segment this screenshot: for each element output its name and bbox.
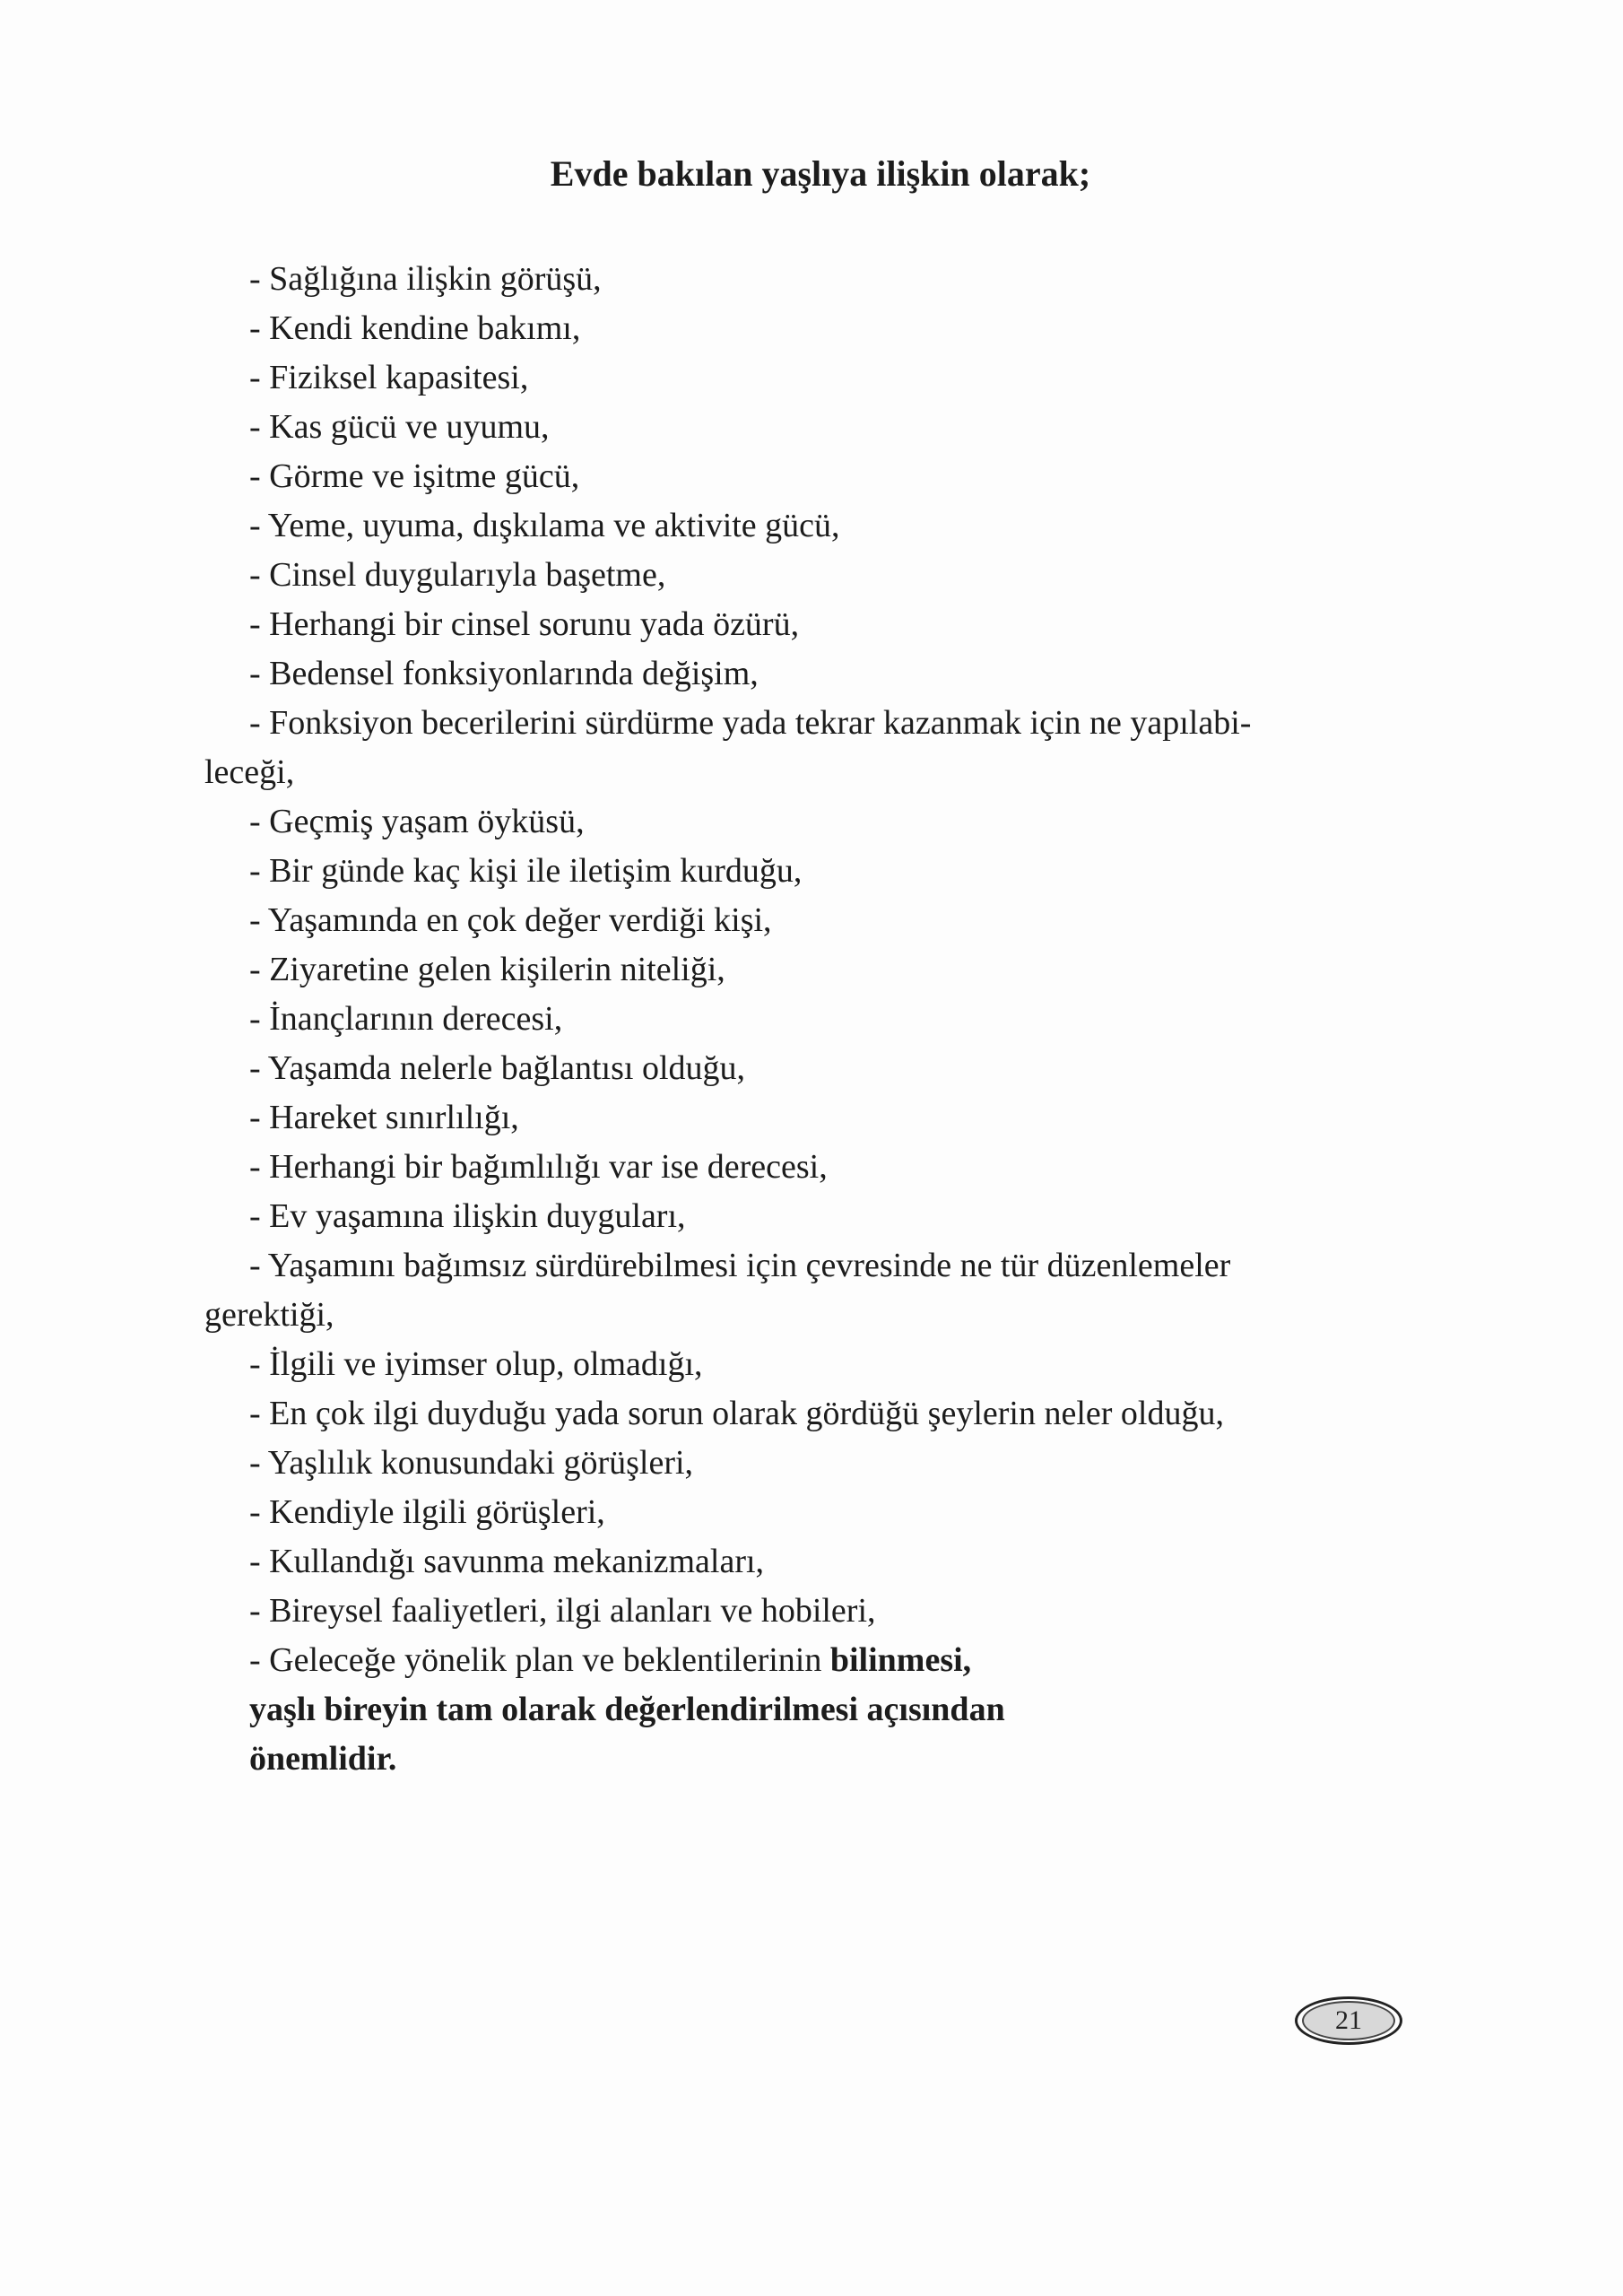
last-item-text: - Geleceğe yönelik plan ve beklentilerinin (249, 1641, 830, 1679)
list-item: - Geçmiş yaşam öyküsü, (249, 803, 585, 840)
list-item: - Yaşlılık konusundaki görüşleri, (249, 1444, 694, 1482)
list-item-continuation: leceği, (204, 753, 295, 791)
list-item-continuation: gerektiği, (204, 1296, 334, 1334)
list-item: - Fonksiyon becerilerini sürdürme yada tekrar kazanmak için ne yapılabi- (249, 704, 1252, 742)
page-number: 21 (1302, 2001, 1395, 2040)
section-heading: Evde bakılan yaşlıya ilişkin olarak; (550, 153, 1091, 194)
list-item: - Bedensel fonksiyonlarında değişim, (249, 655, 759, 692)
list-item: - Bir günde kaç kişi ile iletişim kurduğu, (249, 852, 803, 890)
list-item: - Fiziksel kapasitesi, (249, 359, 529, 396)
list-item: - Kas gücü ve uyumu, (249, 408, 550, 446)
list-item: - Ziyaretine gelen kişilerin niteliği, (249, 951, 725, 988)
last-item-bold: bilinmesi, (829, 1641, 972, 1679)
list-item: - Cinsel duygularıyla başetme, (249, 556, 666, 594)
closing-line: yaşlı bireyin tam olarak değerlendirilmesi açısından (249, 1691, 1005, 1728)
list-item: - Bireysel faaliyetleri, ilgi alanları ve hobileri, (249, 1592, 876, 1630)
list-item: - Kendi kendine bakımı, (249, 309, 581, 347)
list-item: - Hareket sınırlılığı, (249, 1099, 519, 1136)
list-item: - Herhangi bir cinsel sorunu yada özürü, (249, 605, 800, 643)
list-item: - Yaşamında en çok değer verdiği kişi, (249, 901, 772, 939)
list-item: - Görme ve işitme gücü, (249, 457, 580, 495)
list-item: - Ev yaşamına ilişkin duyguları, (249, 1197, 686, 1235)
closing-line: önemlidir. (249, 1740, 397, 1778)
list-item: - Sağlığına ilişkin görüşü, (249, 260, 602, 298)
list-item: - Kullandığı savunma mekanizmaları, (249, 1543, 765, 1580)
criteria-list (204, 255, 1415, 1784)
list-item: - İlgili ve iyimser olup, olmadığı, (249, 1345, 703, 1383)
list-item: - Kendiyle ilgili görüşleri, (249, 1493, 605, 1531)
list-item: - Herhangi bir bağımlılığı var ise derecesi, (249, 1148, 828, 1186)
list-item: - Yaşamda nelerle bağlantısı olduğu, (249, 1049, 746, 1087)
page-number-badge (1295, 1996, 1402, 2045)
list-item: - En çok ilgi duyduğu yada sorun olarak gördüğü şeylerin neler olduğu, (249, 1395, 1224, 1432)
list-item-last (204, 1636, 1415, 1685)
list-item: - İnançlarının derecesi, (249, 1000, 563, 1038)
list-item: - Yaşamını bağımsız sürdürebilmesi için çevresinde ne tür düzenlemeler (249, 1247, 1231, 1284)
list-item: - Yeme, uyuma, dışkılama ve aktivite gücü, (249, 507, 840, 544)
